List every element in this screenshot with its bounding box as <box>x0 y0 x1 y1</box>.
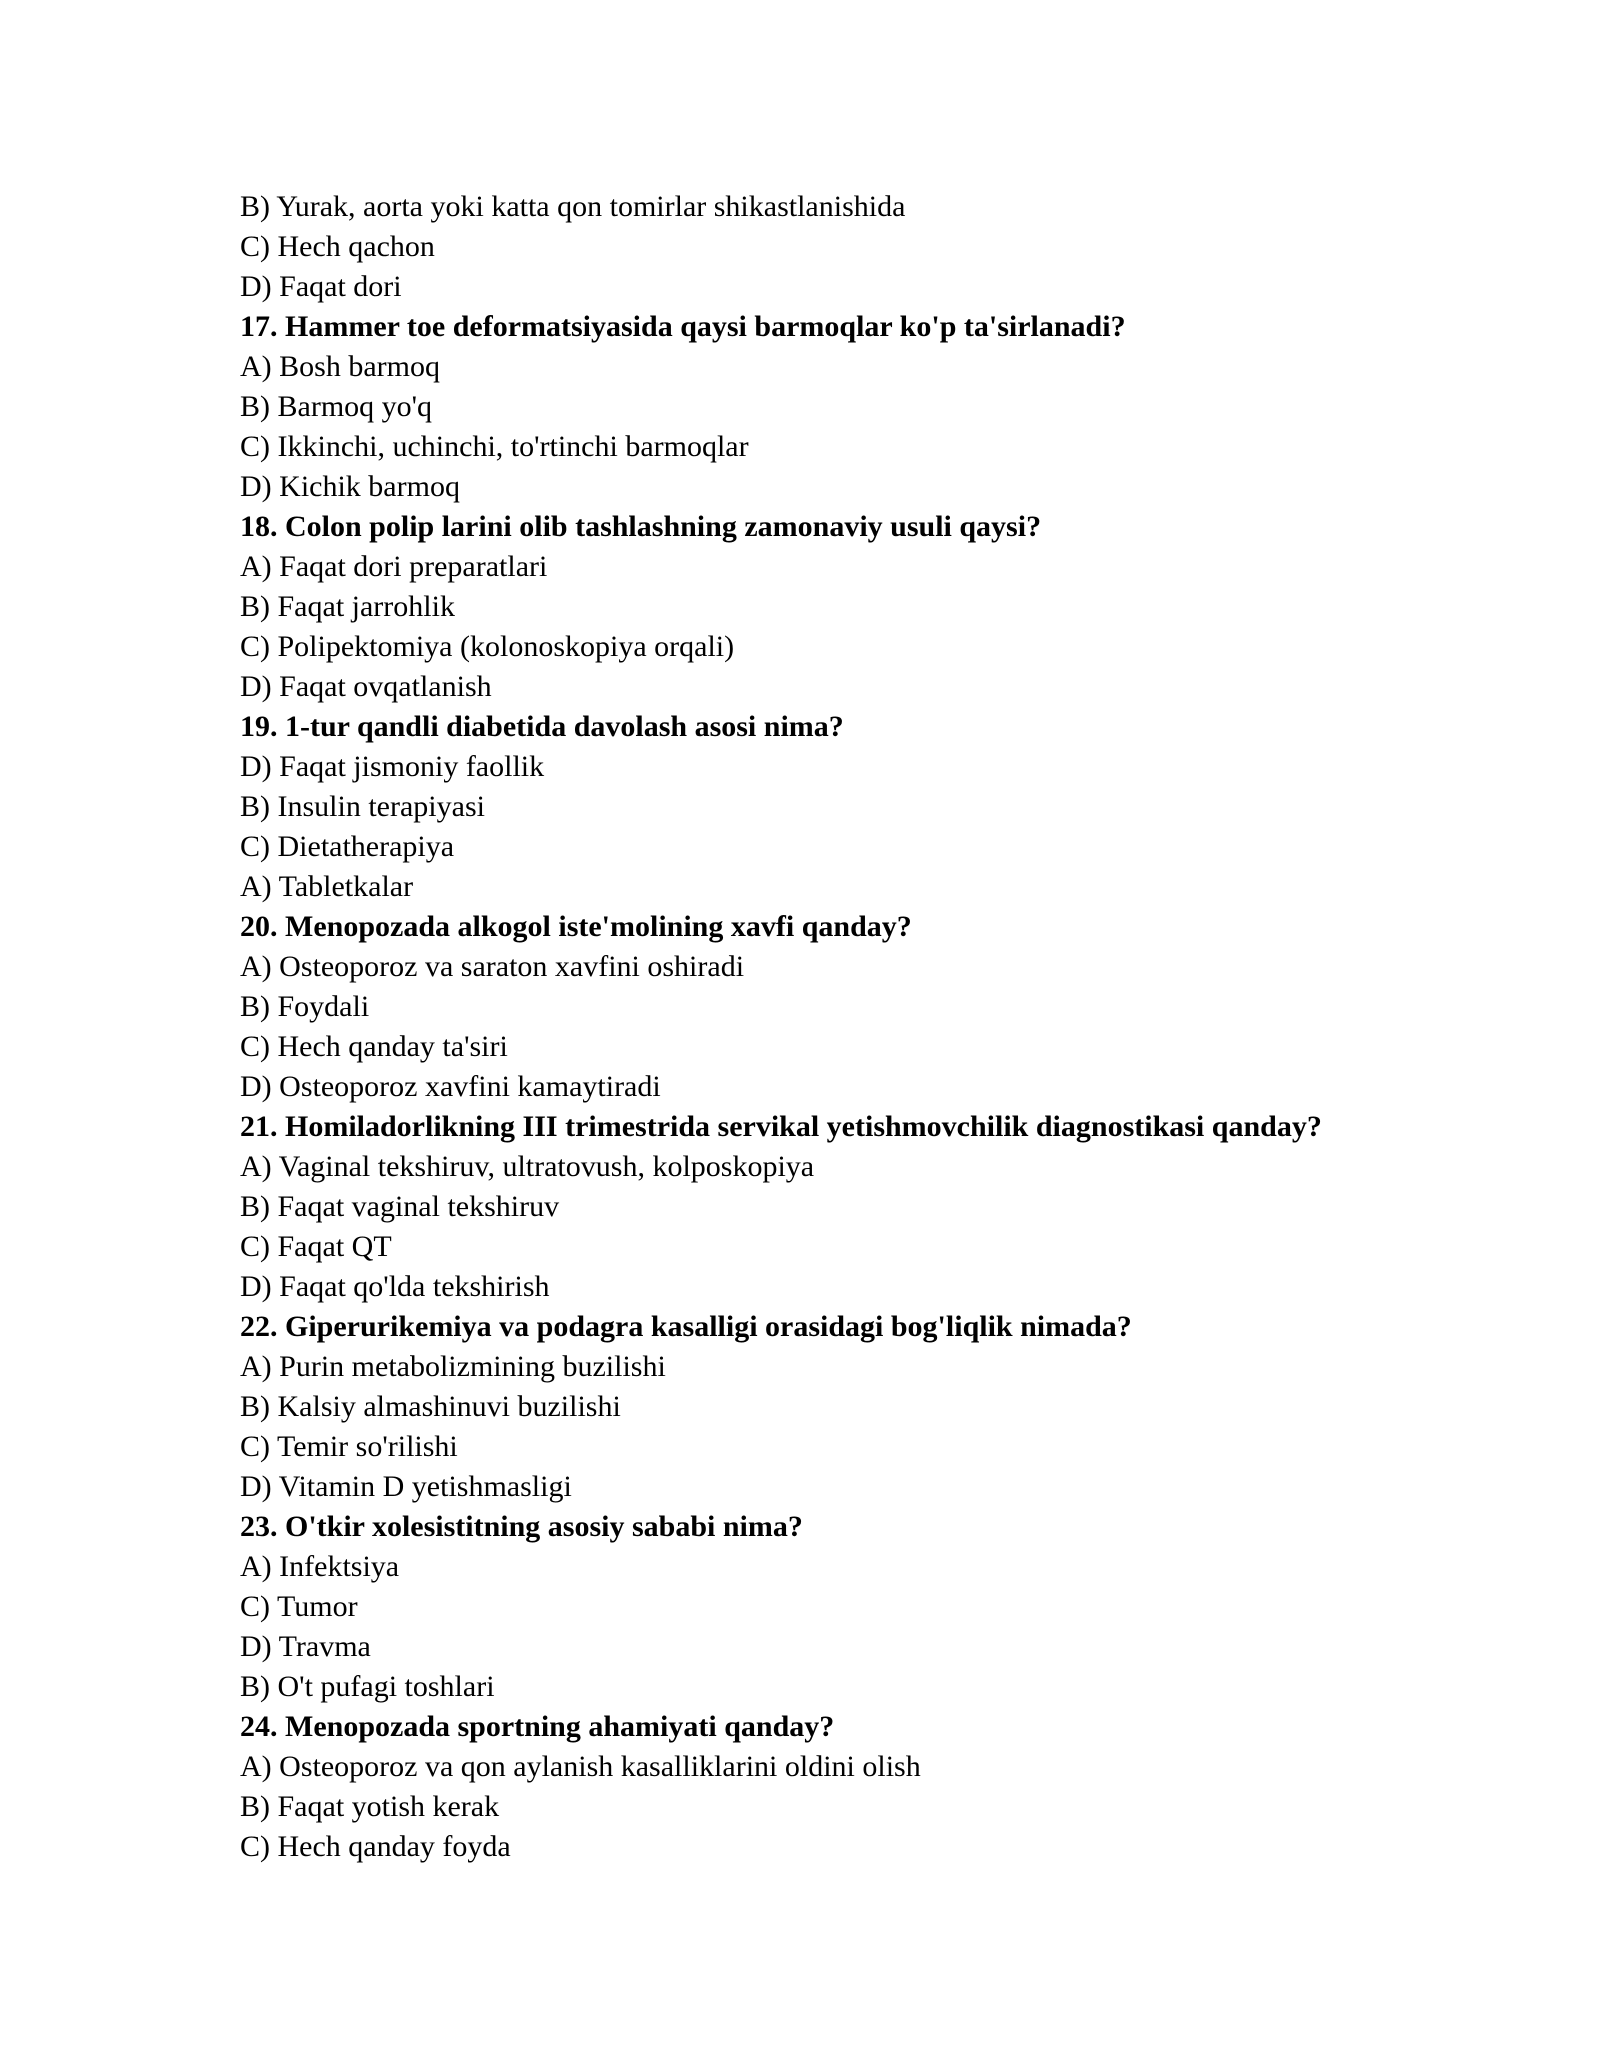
answer-option: C) Ikkinchi, uchinchi, to'rtinchi barmoqlar <box>240 430 749 463</box>
answer-option: D) Osteoporoz xavfini kamaytiradi <box>240 1070 661 1103</box>
answer-option: A) Vaginal tekshiruv, ultratovush, kolposkopiya <box>240 1150 815 1183</box>
answer-option: D) Travma <box>240 1630 371 1663</box>
answer-option: B) Barmoq yo'q <box>240 390 433 423</box>
answer-option: B) O't pufagi toshlari <box>240 1670 495 1703</box>
answer-option: A) Faqat dori preparatlari <box>240 550 548 583</box>
answer-option: A) Osteoporoz va qon aylanish kasalliklarini oldini olish <box>240 1750 921 1783</box>
question-text: 20. Menopozada alkogol iste'molining xavfi qanday? <box>240 910 912 943</box>
answer-option: A) Osteoporoz va saraton xavfini oshiradi <box>240 950 745 983</box>
answer-option: D) Faqat dori <box>240 270 402 303</box>
question-text: 21. Homiladorlikning III trimestrida servikal yetishmovchilik diagnostikasi qanday? <box>240 1110 1322 1143</box>
answer-option: D) Faqat ovqatlanish <box>240 670 492 703</box>
question-text: 22. Giperurikemiya va podagra kasalligi orasidagi bog'liqlik nimada? <box>240 1310 1132 1343</box>
answer-option: A) Purin metabolizmining buzilishi <box>240 1350 666 1383</box>
answer-option: C) Dietatherapiya <box>240 830 455 863</box>
answer-option: B) Faqat vaginal tekshiruv <box>240 1190 560 1223</box>
answer-option: D) Faqat jismoniy faollik <box>240 750 545 783</box>
question-text: 24. Menopozada sportning ahamiyati qanday? <box>240 1710 835 1743</box>
answer-option: C) Faqat QT <box>240 1230 392 1263</box>
question-text: 18. Colon polip larini olib tashlashning zamonaviy usuli qaysi? <box>240 510 1042 543</box>
answer-option: C) Tumor <box>240 1590 358 1623</box>
answer-option: A) Bosh barmoq <box>240 350 440 383</box>
answer-option: A) Infektsiya <box>240 1550 400 1583</box>
answer-option: B) Insulin terapiyasi <box>240 790 485 823</box>
question-text: 17. Hammer toe deformatsiyasida qaysi barmoqlar ko'p ta'sirlanadi? <box>240 310 1126 343</box>
quiz-content <box>240 187 1440 1867</box>
answer-option: B) Faqat yotish kerak <box>240 1790 500 1823</box>
question-text: 19. 1-tur qandli diabetida davolash asosi nima? <box>240 710 844 743</box>
answer-option: B) Faqat jarrohlik <box>240 590 455 623</box>
answer-option: A) Tabletkalar <box>240 870 414 903</box>
answer-option: C) Polipektomiya (kolonoskopiya orqali) <box>240 630 735 663</box>
answer-option: D) Vitamin D yetishmasligi <box>240 1470 572 1503</box>
answer-option: B) Kalsiy almashinuvi buzilishi <box>240 1390 621 1423</box>
answer-option: D) Faqat qo'lda tekshirish <box>240 1270 550 1303</box>
answer-option: C) Hech qachon <box>240 230 435 263</box>
answer-option: D) Kichik barmoq <box>240 470 460 503</box>
answer-option: B) Foydali <box>240 990 370 1023</box>
question-text: 23. O'tkir xolesistitning asosiy sababi nima? <box>240 1510 803 1543</box>
answer-option: C) Hech qanday ta'siri <box>240 1030 508 1063</box>
answer-option: C) Hech qanday foyda <box>240 1830 511 1863</box>
answer-option: B) Yurak, aorta yoki katta qon tomirlar shikastlanishida <box>240 190 906 223</box>
answer-option: C) Temir so'rilishi <box>240 1430 458 1463</box>
